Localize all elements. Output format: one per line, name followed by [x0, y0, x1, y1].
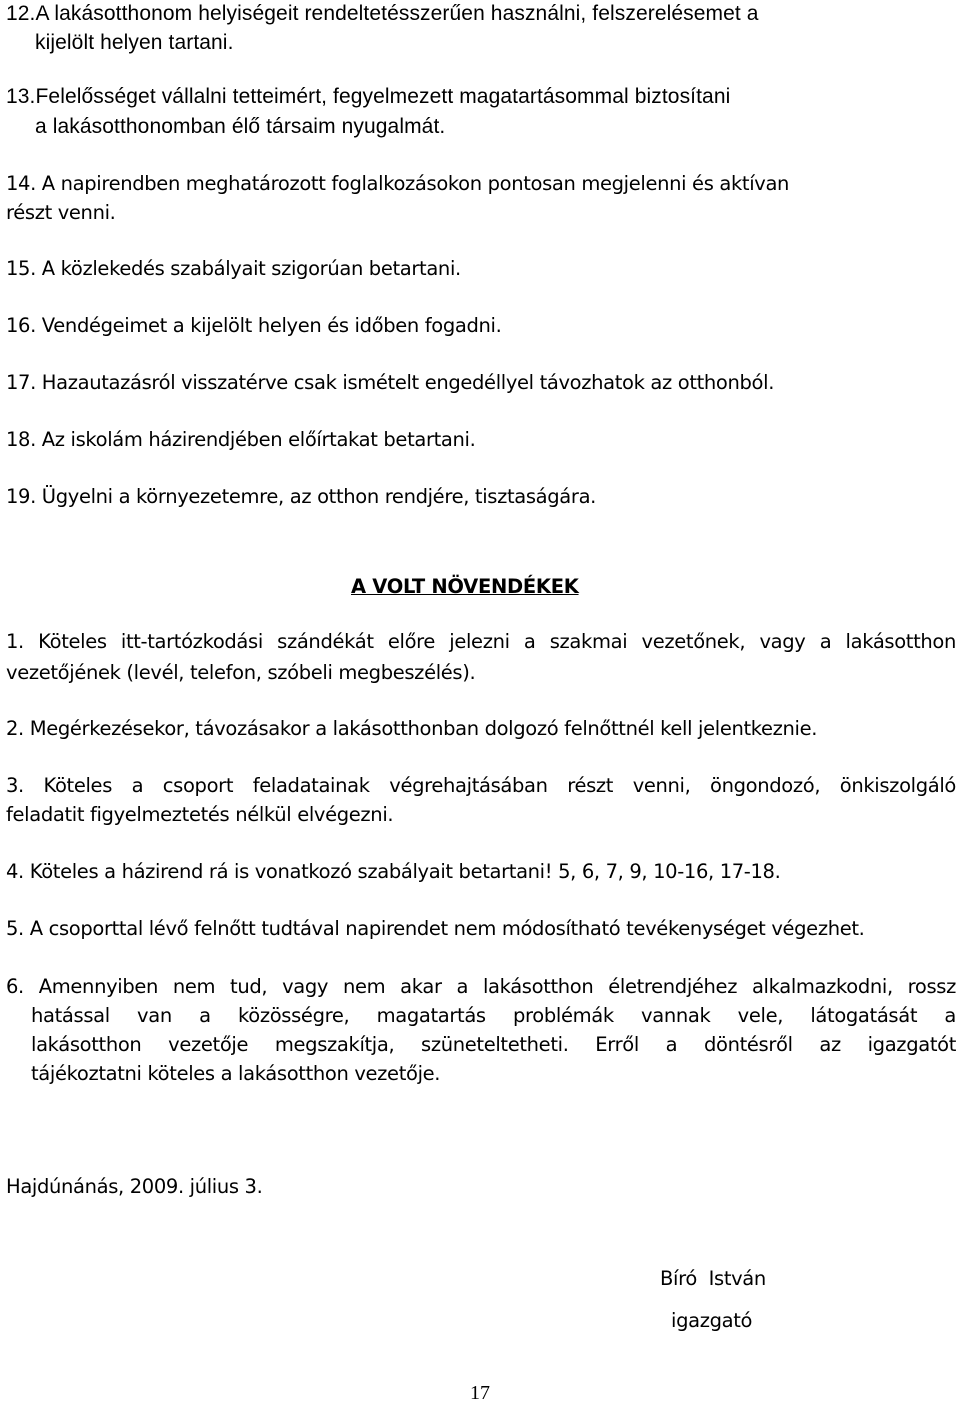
rule-12-line-1: 12.A lakásotthonom helyiségeit rendeltetésszerűen használni, felszerelésemet a [6, 2, 759, 25]
former-rule-6-line-3: lakásotthon vezetője megszakítja, szüneteltetheti. Erről a döntésről az igazgatót [31, 1033, 956, 1056]
former-rule-5: 5. A csoporttal lévő felnőtt tudtával napirendet nem módosítható tevékenységet végezhet. [6, 917, 865, 940]
rule-15: 15. A közlekedés szabályait szigorúan betartani. [6, 257, 461, 280]
former-rule-4: 4. Köteles a házirend rá is vonatkozó szabályait betartani! 5, 6, 7, 9, 10-16, 17-18. [6, 860, 781, 883]
rule-18: 18. Az iskolám házirendjében előírtakat betartani. [6, 428, 476, 451]
former-rule-2: 2. Megérkezésekor, távozásakor a lakásotthonban dolgozó felnőttnél kell jelentkeznie. [6, 717, 818, 740]
signature-title: igazgató [671, 1309, 753, 1332]
rule-13-line-1: 13.Felelősséget vállalni tetteimért, fegyelmezett magatartásommal biztosítani [6, 85, 731, 108]
rule-19: 19. Ügyelni a környezetemre, az otthon rendjére, tisztaságára. [6, 485, 597, 508]
rule-12-line-2: kijelölt helyen tartani. [35, 31, 234, 54]
former-rule-3-line-2: feladatit figyelmeztetés nélkül elvégezni. [6, 803, 394, 826]
signature-name: Bíró István [660, 1267, 766, 1290]
former-rule-6-line-4: tájékoztatni köteles a lakásotthon vezetője. [31, 1062, 441, 1085]
rule-17: 17. Hazautazásról visszatérve csak ismételt engedéllyel távozhatok az otthonból. [6, 371, 775, 394]
former-rule-1-line-1: 1. Köteles itt-tartózkodási szándékát előre jelezni a szakmai vezetőnek, vagy a lakásotthon [6, 630, 956, 653]
former-rule-1 [6, 630, 956, 653]
place-date: Hajdúnánás, 2009. július 3. [6, 1175, 263, 1198]
rule-16: 16. Vendégeimet a kijelölt helyen és időben fogadni. [6, 314, 502, 337]
former-rule-6-block-3 [31, 1033, 956, 1056]
former-rule-3-line-1: 3. Köteles a csoport feladatainak végrehajtásában részt venni, öngondozó, önkiszolgáló [6, 774, 956, 797]
rule-14-line-1: 14. A napirendben meghatározott foglalkozásokon pontosan megjelenni és aktívan [6, 172, 790, 195]
rule-13-line-2: a lakásotthonomban élő társaim nyugalmát. [35, 115, 446, 138]
former-rule-6 [6, 975, 956, 998]
section-heading: A VOLT NÖVENDÉKEK [351, 575, 579, 598]
former-rule-3 [6, 774, 956, 797]
former-rule-6-line-2: hatással van a közösségre, magatartás problémák vannak vele, látogatását a [31, 1004, 956, 1027]
rule-14-line-2: részt venni. [6, 201, 116, 224]
former-rule-6-block-2 [31, 1004, 956, 1027]
page-number: 17 [470, 1382, 490, 1404]
former-rule-6-line-1: 6. Amennyiben nem tud, vagy nem akar a lakásotthon életrendjéhez alkalmazkodni, rossz [6, 975, 956, 998]
former-rule-1-line-2: vezetőjének (levél, telefon, szóbeli megbeszélés). [6, 661, 476, 684]
